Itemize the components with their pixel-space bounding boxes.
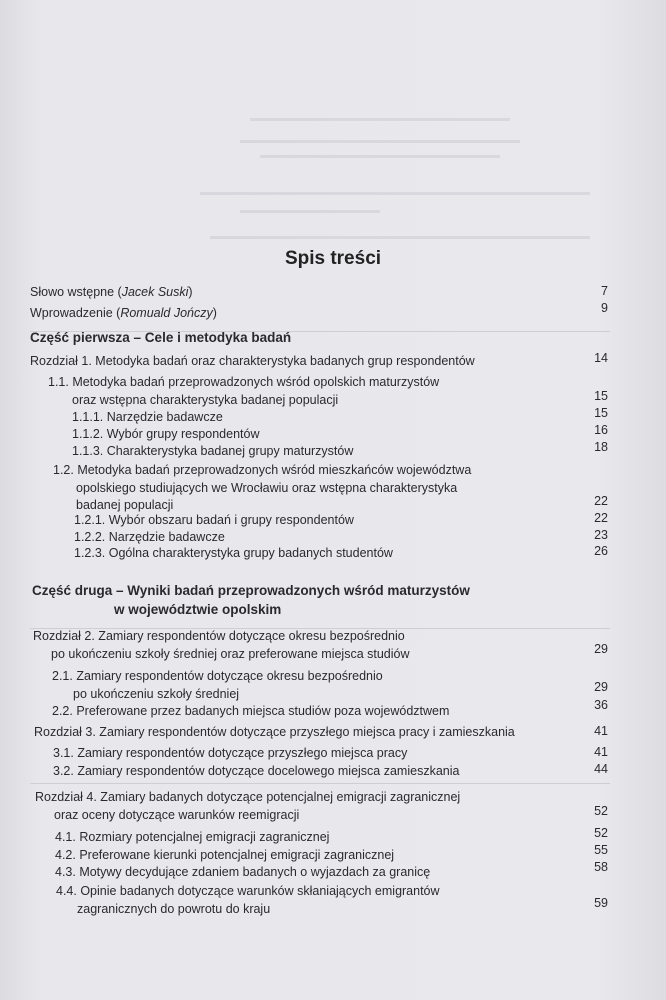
toc-entry-chapter-1[interactable]: Rozdział 1. Metodyka badań oraz charakterystyka badanych grup respondentów	[30, 354, 475, 368]
toc-entry-1-1[interactable]	[48, 374, 439, 409]
bleed-through-text	[240, 210, 380, 213]
part-heading-2	[32, 581, 470, 619]
toc-entry-1-1-1[interactable]: 1.1.1. Narzędzie badawcze	[72, 410, 223, 424]
entry-author: Jacek Suski	[121, 285, 189, 299]
entry-text: oraz oceny dotyczące warunków reemigracji	[54, 807, 300, 822]
entry-text: 1.2. Metodyka badań przeprowadzonych wśród mieszkańców województwa	[53, 463, 472, 477]
toc-entry-2-1[interactable]	[52, 668, 383, 703]
entry-text: 2.1. Zamiary respondentów dotyczące okresu bezpośrednio	[52, 669, 383, 683]
page-number: 41	[594, 745, 608, 759]
entry-text: zagranicznych do powrotu do kraju	[77, 901, 271, 916]
entry-author: Romuald Jończy	[120, 306, 213, 320]
entry-text: 4.4. Opinie badanych dotyczące warunków skłaniających emigrantów	[56, 884, 440, 898]
entry-text: badanej populacji	[76, 498, 174, 512]
entry-text: po ukończeniu szkoły średniej	[73, 686, 240, 701]
page-title: Spis treści	[284, 248, 382, 269]
entry-text: po ukończeniu szkoły średniej oraz preferowane miejsca studiów	[51, 646, 410, 661]
toc-entry-3-2[interactable]: 3.2. Zamiary respondentów dotyczące docelowego miejsca zamieszkania	[53, 764, 460, 778]
bleed-through-text	[240, 140, 520, 143]
page-number: 22	[594, 511, 608, 525]
toc-entry-introduction[interactable]: Wprowadzenie (Romuald Jończy)	[30, 306, 217, 320]
toc-entry-1-1-3[interactable]: 1.1.3. Charakterystyka badanej grupy maturzystów	[72, 444, 354, 458]
page-number: 55	[594, 843, 608, 857]
toc-entry-foreword[interactable]: Słowo wstępne (Jacek Suski)	[30, 285, 193, 299]
page-number: 29	[594, 680, 608, 694]
page-number: 52	[594, 804, 608, 818]
page-number: 29	[594, 642, 608, 656]
divider	[30, 783, 610, 784]
toc-entry-1-2-2[interactable]: 1.2.2. Narzędzie badawcze	[74, 530, 225, 544]
page-number: 22	[594, 494, 608, 508]
entry-text: Rozdział 4. Zamiary badanych dotyczące potencjalnej emigracji zagranicznej	[35, 790, 461, 804]
bleed-through-text	[250, 118, 510, 121]
toc-entry-2-2[interactable]: 2.2. Preferowane przez badanych miejsca studiów poza województwem	[52, 704, 450, 718]
toc-entry-4-2[interactable]: 4.2. Preferowane kierunki potencjalnej emigracji zagranicznej	[55, 848, 395, 862]
page-number: 7	[601, 284, 608, 298]
toc-entry-chapter-4[interactable]	[35, 789, 460, 824]
page-number: 16	[594, 423, 608, 437]
heading-text: Część druga – Wyniki badań przeprowadzonych wśród maturzystów	[32, 583, 470, 598]
page-number: 15	[594, 389, 608, 403]
page-number: 44	[594, 762, 608, 776]
page-number: 59	[594, 896, 608, 910]
bleed-through-text	[260, 155, 500, 158]
page-number: 18	[594, 440, 608, 454]
entry-text: Rozdział 2. Zamiary respondentów dotyczące okresu bezpośrednio	[33, 629, 405, 643]
entry-text: Słowo wstępne (	[30, 285, 122, 299]
page-number: 14	[594, 351, 608, 365]
part-heading-1: Część pierwsza – Cele i metodyka badań	[30, 330, 292, 345]
entry-text: Wprowadzenie (	[30, 306, 121, 320]
page-number: 9	[601, 301, 608, 315]
page-number: 36	[594, 698, 608, 712]
toc-entry-3-1[interactable]: 3.1. Zamiary respondentów dotyczące przyszłego miejsca pracy	[53, 746, 408, 760]
page-number: 58	[594, 860, 608, 874]
page-number: 52	[594, 826, 608, 840]
page-number: 23	[594, 528, 608, 542]
entry-text: opolskiego studiujących we Wrocławiu oraz wstępna charakterystyka	[76, 480, 458, 495]
toc-entry-chapter-2[interactable]	[33, 628, 410, 663]
toc-entry-4-4[interactable]	[56, 883, 440, 918]
page-number: 15	[594, 406, 608, 420]
heading-text: w województwie opolskim	[114, 602, 282, 617]
bleed-through-text	[200, 192, 590, 195]
toc-entry-1-2[interactable]	[53, 462, 471, 515]
toc-entry-1-2-3[interactable]: 1.2.3. Ogólna charakterystyka grupy badanych studentów	[74, 546, 393, 560]
entry-text: 1.1. Metodyka badań przeprowadzonych wśród opolskich maturzystów	[48, 375, 440, 389]
entry-text: oraz wstępna charakterystyka badanej populacji	[72, 392, 339, 407]
toc-entry-4-3[interactable]: 4.3. Motywy decydujące zdaniem badanych o wyjazdach za granicę	[55, 865, 431, 879]
page-number: 26	[594, 544, 608, 558]
toc-entry-4-1[interactable]: 4.1. Rozmiary potencjalnej emigracji zagranicznej	[55, 830, 330, 844]
toc-entry-1-1-2[interactable]: 1.1.2. Wybór grupy respondentów	[72, 427, 260, 441]
toc-entry-1-2-1[interactable]: 1.2.1. Wybór obszaru badań i grupy respondentów	[74, 513, 354, 527]
toc-entry-chapter-3[interactable]: Rozdział 3. Zamiary respondentów dotyczące przyszłego miejsca pracy i zamieszkania	[34, 725, 515, 739]
bleed-through-text	[210, 236, 590, 239]
page-number: 41	[594, 724, 608, 738]
